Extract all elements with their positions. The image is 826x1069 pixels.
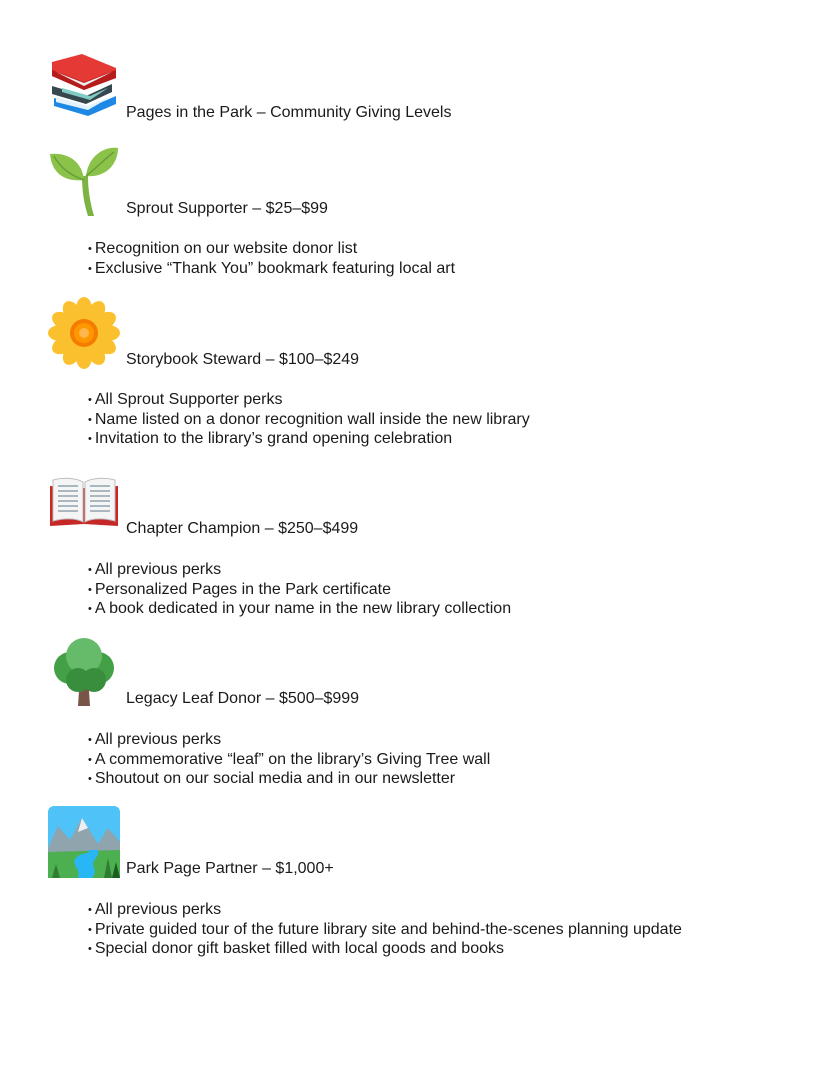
perk-item: • Name listed on a donor recognition wall inside the new library <box>88 411 530 431</box>
title-row <box>48 50 451 122</box>
level-sprout-row <box>48 146 328 218</box>
level-heading: Park Page Partner – $1,000+ <box>126 860 334 877</box>
perk-list <box>88 901 682 960</box>
perk-list <box>88 240 455 279</box>
level-heading: Chapter Champion – $250–$499 <box>126 520 359 537</box>
perk-item: • Shoutout on our social media and in our newsletter <box>88 770 490 790</box>
perk-item: • All previous perks <box>88 731 490 751</box>
perk-item: • A commemorative “leaf” on the library’s Giving Tree wall <box>88 751 490 771</box>
level-heading: Sprout Supporter – $25–$99 <box>126 200 328 217</box>
perk-item: • Special donor gift basket filled with local goods and books <box>88 940 682 960</box>
level-storybook-row <box>48 297 359 369</box>
level-partner-row <box>48 806 334 878</box>
perk-list <box>88 391 530 450</box>
perk-item: • Private guided tour of the future library site and behind-the-scenes planning update <box>88 921 682 941</box>
perk-item: • Recognition on our website donor list <box>88 240 455 260</box>
books-icon <box>48 50 120 122</box>
perk-item: • All previous perks <box>88 561 511 581</box>
open-book-icon <box>48 466 120 538</box>
level-chapter-row <box>48 466 358 538</box>
perk-item: • All previous perks <box>88 901 682 921</box>
sprout-icon <box>48 146 120 218</box>
perk-item: • Personalized Pages in the Park certificate <box>88 581 511 601</box>
perk-item: • Exclusive “Thank You” bookmark featuring local art <box>88 260 455 280</box>
perk-item: • Invitation to the library’s grand opening celebration <box>88 430 530 450</box>
perk-item: • A book dedicated in your name in the new library collection <box>88 600 511 620</box>
tree-icon <box>48 636 120 708</box>
level-heading: Storybook Steward – $100–$249 <box>126 351 360 368</box>
sunflower-icon <box>48 297 120 369</box>
level-heading: Legacy Leaf Donor – $500–$999 <box>126 690 360 707</box>
perk-item: • All Sprout Supporter perks <box>88 391 530 411</box>
perk-list <box>88 561 511 620</box>
perk-list <box>88 731 490 790</box>
page-title: Pages in the Park – Community Giving Levels <box>126 104 452 121</box>
national-park-icon <box>48 806 120 878</box>
level-legacy-row <box>48 636 359 708</box>
